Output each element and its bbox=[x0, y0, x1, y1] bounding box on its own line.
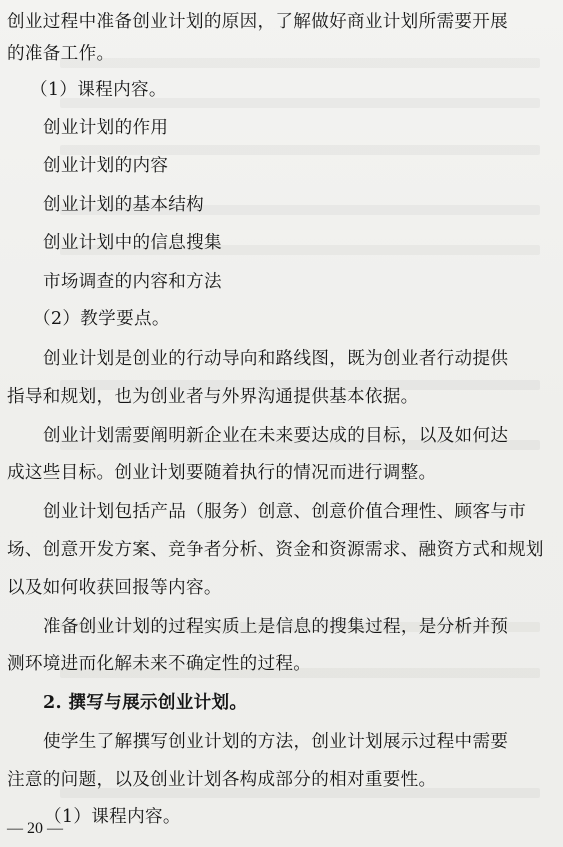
paragraph-line: 创业计划包括产品（服务）创意、创意价值合理性、顾客与市 bbox=[43, 502, 527, 522]
course-item: 创业计划的基本结构 bbox=[43, 195, 205, 215]
paragraph-line: 成这些目标。创业计划要随着执行的情况而进行调整。 bbox=[7, 463, 437, 483]
section-heading: （2）教学要点。 bbox=[33, 309, 170, 329]
course-item: 市场调查的内容和方法 bbox=[43, 272, 222, 292]
paragraph-line: 创业计划需要阐明新企业在未来要达成的目标，以及如何达 bbox=[43, 426, 509, 446]
paragraph-line: 指导和规划，也为创业者与外界沟通提供基本依据。 bbox=[7, 387, 419, 407]
page-number-footer: — 20 — bbox=[7, 820, 63, 837]
subheading: 2. 撰写与展示创业计划。 bbox=[43, 692, 248, 713]
course-item: 创业计划中的信息搜集 bbox=[43, 233, 222, 253]
paragraph-line: 的准备工作。 bbox=[7, 44, 115, 64]
paragraph-line: 以及如何收获回报等内容。 bbox=[7, 578, 222, 598]
paragraph-line: 场、创意开发方案、竞争者分析、资金和资源需求、融资方式和规划 bbox=[7, 540, 544, 560]
paragraph-line: 创业过程中准备创业计划的原因，了解做好商业计划所需要开展 bbox=[7, 12, 509, 32]
paragraph-line: 测环境进而化解未来不确定性的过程。 bbox=[7, 654, 312, 674]
show-through-shadow bbox=[60, 58, 540, 68]
section-heading: （1）课程内容。 bbox=[30, 80, 167, 100]
paragraph-line: 使学生了解撰写创业计划的方法，创业计划展示过程中需要 bbox=[43, 732, 509, 752]
paragraph-line: 创业计划是创业的行动导向和路线图，既为创业者行动提供 bbox=[43, 349, 509, 369]
course-item: 创业计划的内容 bbox=[43, 156, 169, 176]
course-item: 创业计划的作用 bbox=[43, 118, 169, 138]
section-heading: （1）课程内容。 bbox=[44, 807, 181, 827]
paragraph-line: 注意的问题，以及创业计划各构成部分的相对重要性。 bbox=[7, 770, 437, 790]
paragraph-line: 准备创业计划的过程实质上是信息的搜集过程，是分析并预 bbox=[43, 617, 509, 637]
